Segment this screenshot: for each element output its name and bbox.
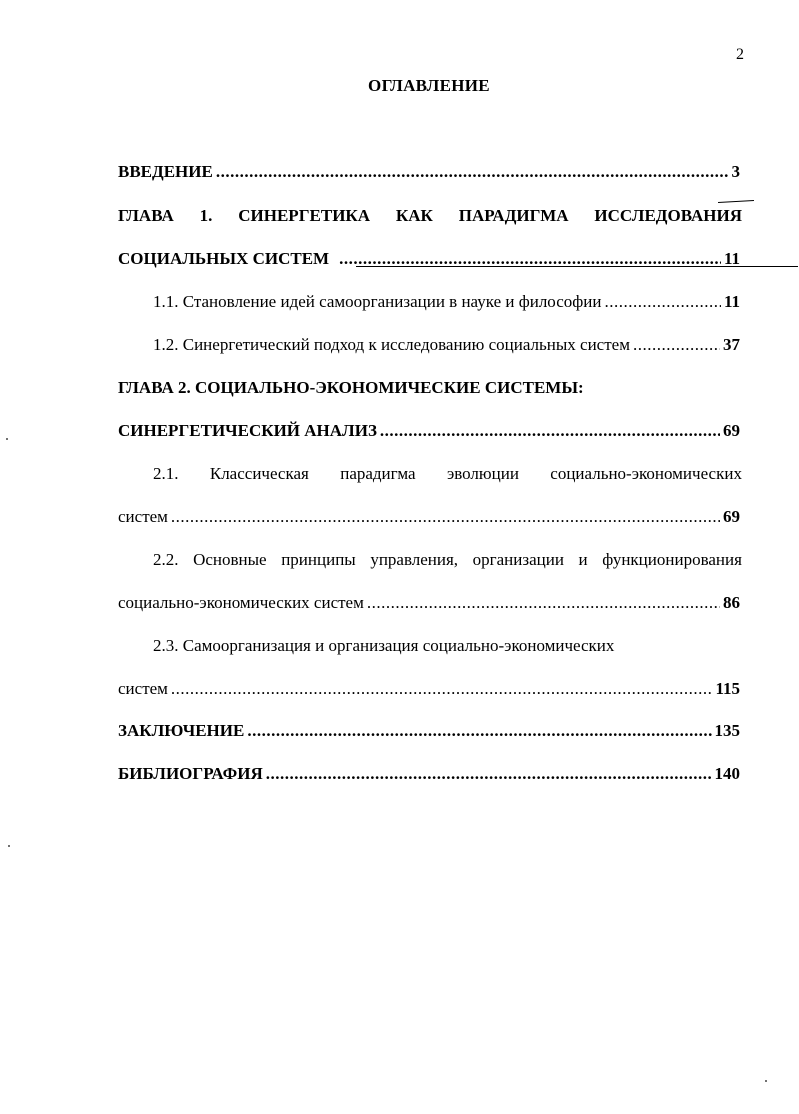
section-2-2-word: функционирования — [602, 550, 742, 569]
toc-leader-dots — [380, 421, 720, 441]
page-number: 2 — [736, 46, 744, 63]
toc-entry-page: 140 — [714, 764, 740, 783]
toc-leader-dots — [247, 721, 711, 741]
toc-entry-text: 2.3. Самоорганизация и организация социально-экономических — [153, 636, 615, 655]
toc-entry-bibliography[interactable] — [118, 764, 740, 788]
section-2-2-word: и — [578, 550, 588, 569]
toc-entry-page: 11 — [723, 292, 740, 311]
section-2-2-word: 2.2. — [153, 550, 179, 569]
toc-entry-text: 1.2. Синергетический подход к исследованию социальных систем — [153, 335, 630, 354]
section-2-1-word: парадигма — [340, 464, 416, 483]
section-2-2-word: управления, — [370, 550, 459, 569]
toc-entry-text: СИНЕРГЕТИЧЕСКИЙ АНАЛИЗ — [118, 421, 377, 440]
toc-entry-chapter2[interactable] — [118, 421, 740, 445]
toc-chapter2-heading[interactable] — [118, 378, 740, 402]
toc-entry-page: 11 — [723, 249, 740, 268]
toc-title: ОГЛАВЛЕНИЕ — [368, 76, 490, 95]
section-2-1-word: эволюции — [446, 464, 519, 483]
toc-chapter1-heading[interactable] — [118, 206, 742, 230]
toc-entry-text: ВВЕДЕНИЕ — [118, 162, 213, 181]
toc-entry-text: социально-экономических систем — [118, 593, 364, 612]
toc-entry-page: 86 — [723, 593, 740, 612]
section-2-2-word: организации — [472, 550, 564, 569]
toc-entry-section-2-3[interactable] — [118, 679, 740, 703]
toc-section-2-2-heading[interactable] — [153, 550, 742, 574]
toc-section-2-3-heading[interactable] — [153, 636, 740, 660]
toc-entry-page: 115 — [715, 679, 740, 698]
toc-entry-section-2-1[interactable] — [118, 507, 740, 531]
toc-entry-text: систем — [118, 507, 168, 526]
toc-entry-page: 69 — [723, 507, 740, 526]
toc-entry-text: систем — [118, 679, 168, 698]
toc-leader-dots — [171, 679, 713, 699]
toc-entry-page: 37 — [723, 335, 740, 354]
toc-entry-page: 135 — [714, 721, 740, 740]
toc-entry-section-1-1[interactable] — [153, 292, 740, 316]
toc-leader-dots — [633, 335, 720, 355]
section-2-1-word: социально-экономических — [550, 464, 742, 483]
scan-speck — [765, 1080, 767, 1082]
toc-entry-text: ГЛАВА 2. СОЦИАЛЬНО-ЭКОНОМИЧЕСКИЕ СИСТЕМЫ: — [118, 378, 584, 397]
chapter1-word: СИНЕРГЕТИКА — [238, 206, 371, 225]
toc-leader-dots — [171, 507, 720, 527]
toc-entry-section-1-2[interactable] — [153, 335, 740, 359]
scan-stroke — [718, 200, 754, 203]
toc-entry-section-2-2[interactable] — [118, 593, 740, 617]
toc-entry-text: БИБЛИОГРАФИЯ — [118, 764, 263, 783]
section-2-2-word: принципы — [281, 550, 356, 569]
toc-entry-page: 69 — [723, 421, 740, 440]
toc-entry-introduction[interactable] — [118, 162, 740, 186]
toc-entry-text: СОЦИАЛЬНЫХ СИСТЕМ — [118, 249, 330, 268]
chapter1-word: 1. — [199, 206, 213, 225]
section-2-1-word: Классическая — [209, 464, 309, 483]
toc-leader-dots — [605, 292, 721, 312]
toc-entry-chapter1[interactable] — [118, 249, 740, 273]
chapter1-word: ПАРАДИГМА — [458, 206, 569, 225]
section-2-2-word: Основные — [193, 550, 267, 569]
toc-entry-conclusion[interactable] — [118, 721, 740, 745]
toc-entry-text: ЗАКЛЮЧЕНИЕ — [118, 721, 245, 740]
toc-leader-dots — [367, 593, 720, 613]
chapter1-word: ИССЛЕДОВАНИЯ — [594, 206, 742, 225]
section-2-1-word: 2.1. — [153, 464, 179, 483]
toc-leader-dots — [216, 162, 729, 182]
toc-section-2-1-heading[interactable] — [153, 464, 742, 488]
chapter1-word: ГЛАВА — [118, 206, 174, 225]
scan-speck — [6, 438, 8, 440]
scan-speck — [8, 845, 10, 847]
chapter1-word: КАК — [395, 206, 433, 225]
toc-entry-page: 3 — [731, 162, 740, 181]
toc-leader-dots — [266, 764, 712, 784]
scan-underline — [356, 266, 798, 267]
toc-entry-text: 1.1. Становление идей самоорганизации в науке и философии — [153, 292, 602, 311]
